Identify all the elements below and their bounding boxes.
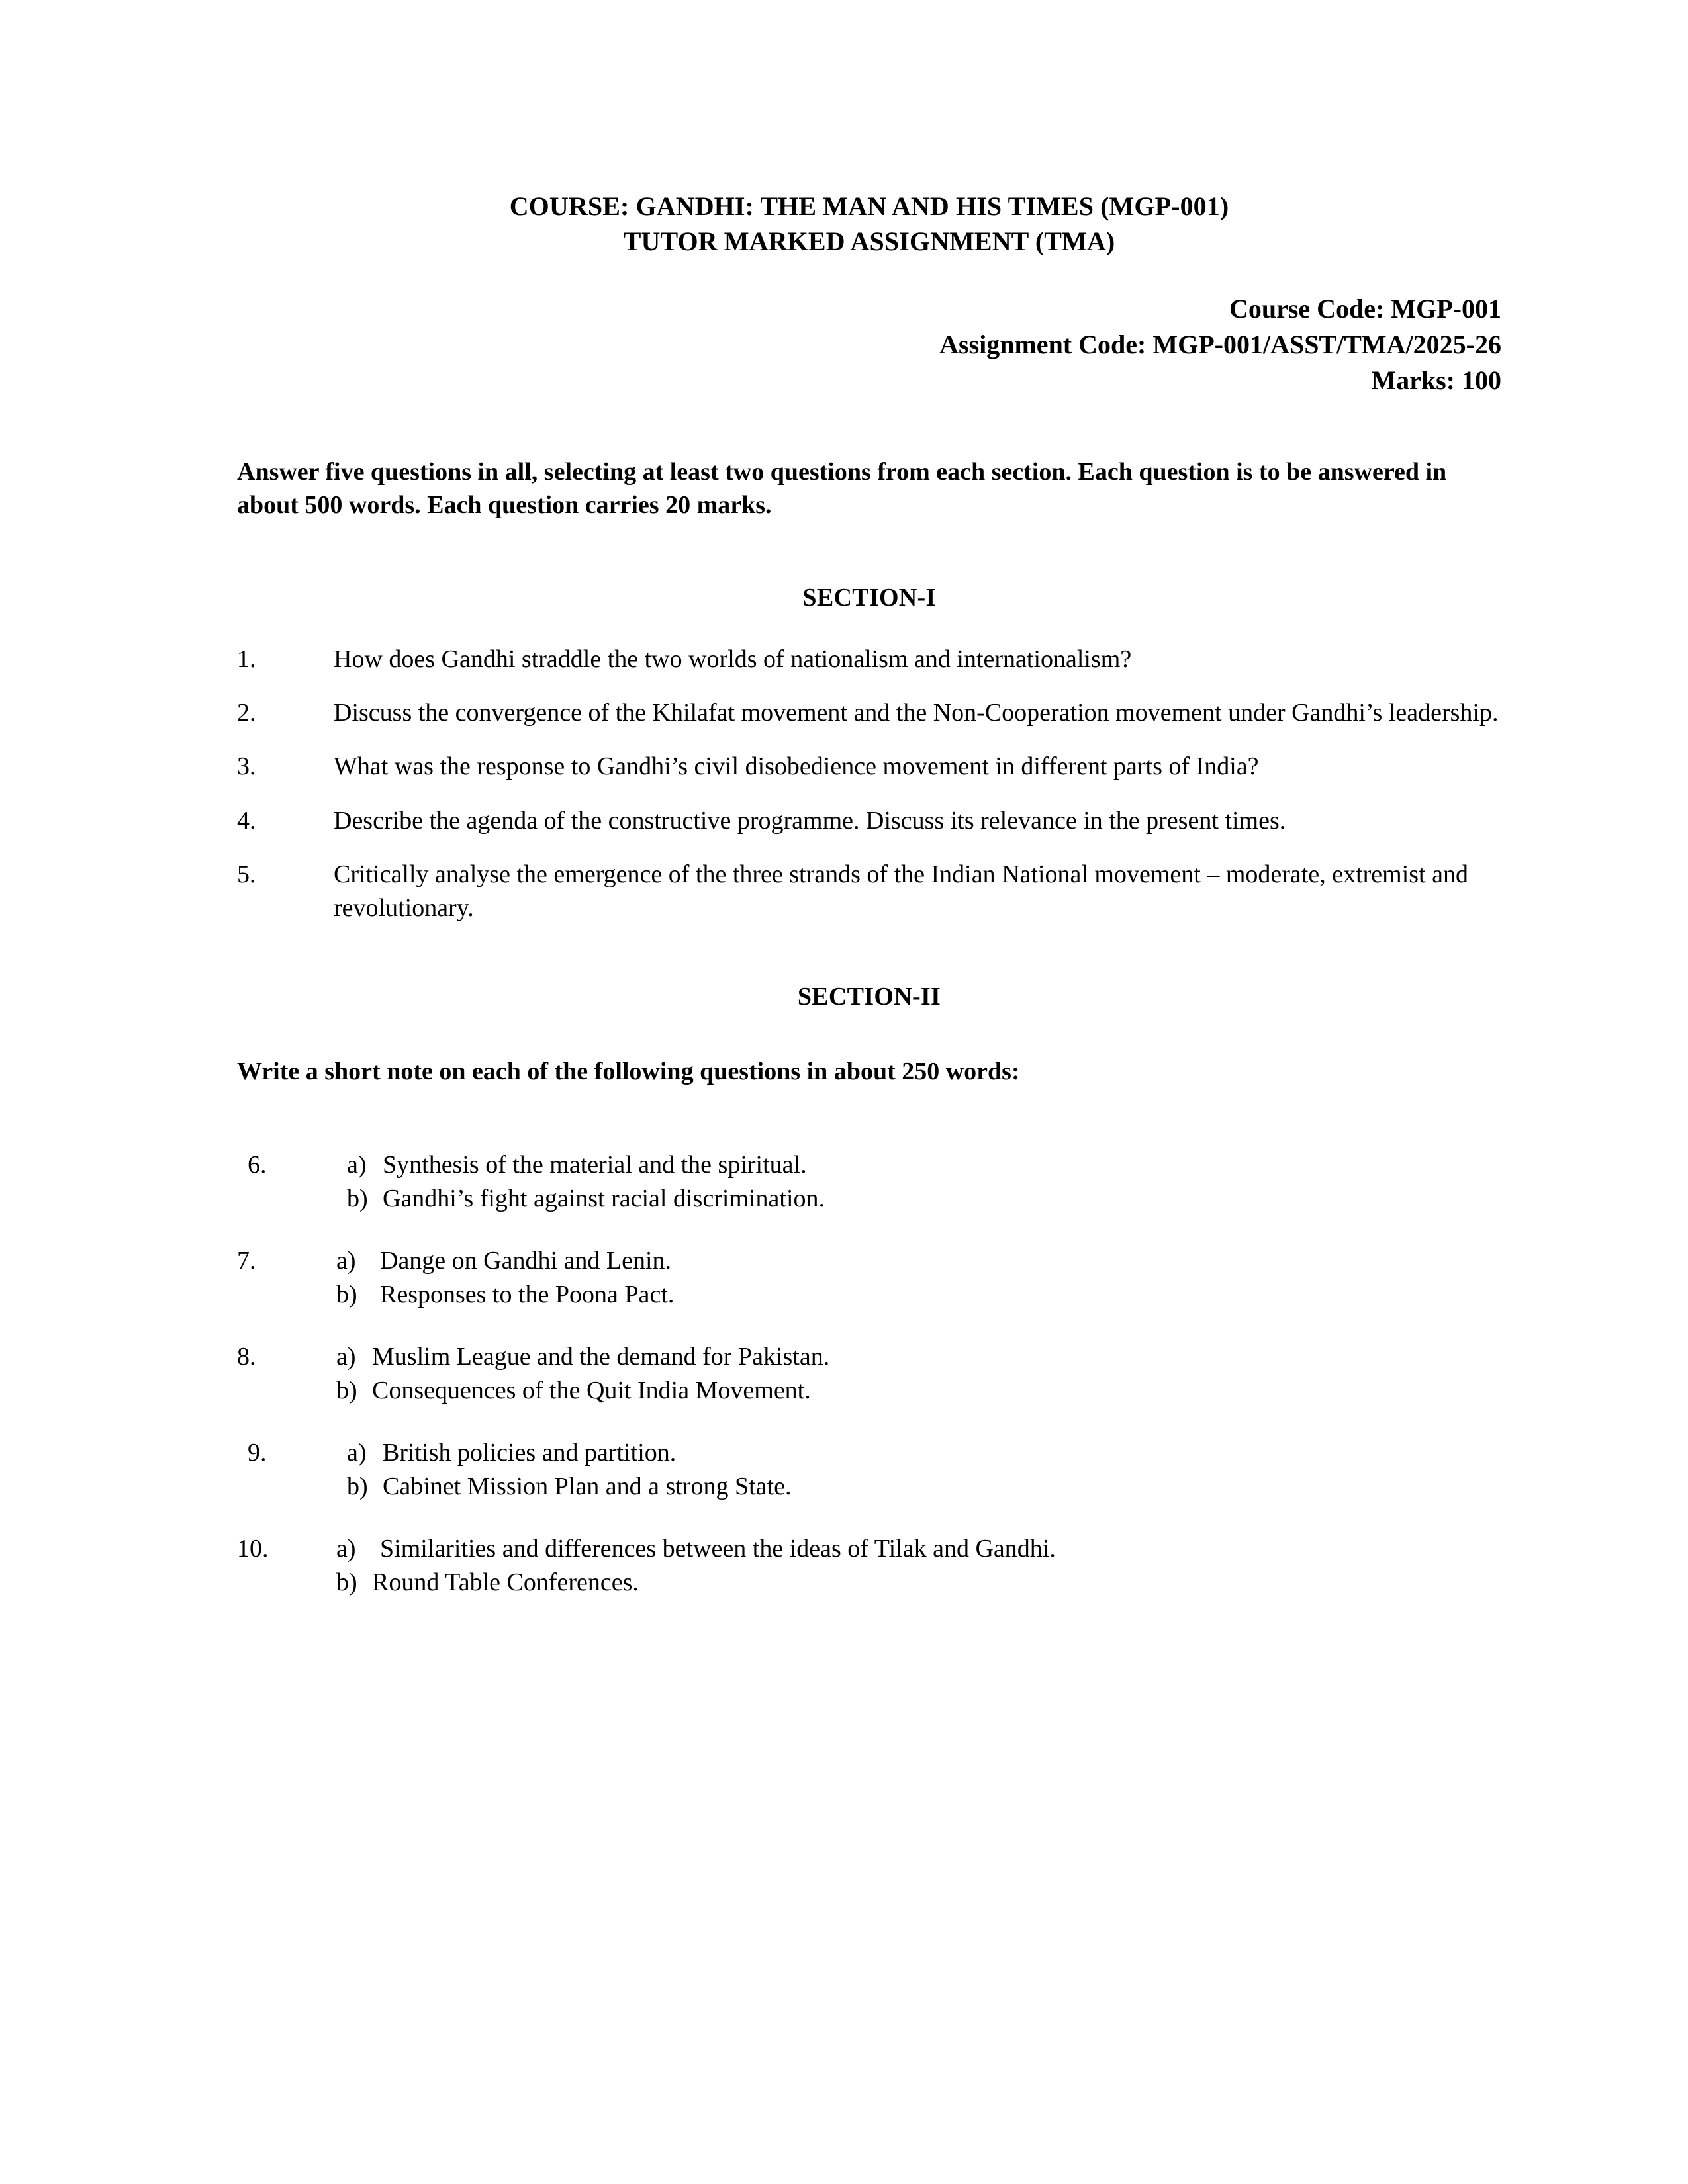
subpart-label: a) <box>336 1247 356 1275</box>
page-content <box>237 0 1501 1599</box>
course-title-line-1: COURSE: GANDHI: THE MAN AND HIS TIMES (MGP-001) <box>509 191 1229 221</box>
subpart-b <box>347 1470 1501 1504</box>
subpart-text: Gandhi’s fight against racial discrimination. <box>383 1184 825 1212</box>
question-item <box>237 1244 1501 1311</box>
subpart-label: a) <box>347 1439 367 1467</box>
subpart-text: Dange on Gandhi and Lenin. <box>380 1247 672 1275</box>
short-note-instruction: Write a short note on each of the following questions in about 250 words: <box>237 1058 1020 1086</box>
question-text: What was the response to Gandhi’s civil disobedience movement in different parts of India? <box>334 752 1259 781</box>
subpart-label: a) <box>336 1535 356 1563</box>
assignment-code: Assignment Code: MGP-001/ASST/TMA/2025-26 <box>939 329 1501 359</box>
question-item <box>237 804 1501 838</box>
question-number: 2. <box>237 698 256 727</box>
section-2-question-list <box>237 1148 1501 1599</box>
subpart-a <box>336 1340 1501 1374</box>
total-marks: Marks: 100 <box>1371 365 1501 395</box>
subpart-a <box>347 1436 1501 1470</box>
question-number: 3. <box>237 752 256 781</box>
course-code: Course Code: MGP-001 <box>1229 293 1501 324</box>
question-item <box>237 1532 1501 1599</box>
subpart-label: a) <box>336 1343 356 1371</box>
question-item <box>237 858 1501 926</box>
question-number: 10. <box>237 1535 269 1563</box>
section-1-heading: SECTION-I <box>802 583 936 612</box>
subpart-label: b) <box>336 1376 357 1404</box>
question-item <box>237 750 1501 784</box>
subpart-text: Consequences of the Quit India Movement. <box>372 1376 811 1404</box>
subpart-text: British policies and partition. <box>383 1439 677 1467</box>
question-text: How does Gandhi straddle the two worlds of nationalism and internationalism? <box>334 645 1132 673</box>
subpart-text: Synthesis of the material and the spiritual. <box>383 1150 807 1179</box>
subpart-text: Cabinet Mission Plan and a strong State. <box>383 1472 792 1500</box>
subpart-b <box>336 1374 1501 1408</box>
question-item <box>237 1436 1501 1503</box>
question-subparts <box>336 1244 1501 1311</box>
question-subparts <box>336 1340 1501 1407</box>
question-subparts <box>347 1436 1501 1503</box>
subpart-text: Responses to the Poona Pact. <box>380 1280 675 1308</box>
question-text: Discuss the convergence of the Khilafat movement and the Non-Cooperation movement under Gandhi’s leadership. <box>334 698 1499 727</box>
question-number: 5. <box>237 860 256 888</box>
question-text: Critically analyse the emergence of the three strands of the Indian National movement – moderate, extremist and revolutionary. <box>334 860 1468 923</box>
question-number: 8. <box>237 1343 256 1371</box>
subpart-label: b) <box>347 1184 368 1212</box>
section-1-question-list <box>237 643 1501 926</box>
question-subparts <box>336 1532 1501 1599</box>
course-meta-block <box>237 291 1501 398</box>
subpart-b <box>336 1566 1501 1600</box>
answering-instructions: Answer five questions in all, selecting at least two questions from each section. Each question is to be answered in about 500 words. Each question carries 20 marks. <box>237 457 1447 520</box>
subpart-label: b) <box>347 1472 368 1500</box>
subpart-label: a) <box>347 1150 367 1179</box>
subpart-a <box>336 1532 1501 1566</box>
question-number: 1. <box>237 645 256 673</box>
question-subparts <box>347 1148 1501 1215</box>
subpart-label: b) <box>336 1568 357 1596</box>
question-text: Describe the agenda of the constructive programme. Discuss its relevance in the present times. <box>334 806 1286 835</box>
question-item <box>237 643 1501 676</box>
question-number: 6. <box>248 1150 267 1179</box>
subpart-text: Round Table Conferences. <box>372 1568 639 1596</box>
question-number: 7. <box>237 1247 256 1275</box>
section-2-heading: SECTION-II <box>797 983 941 1011</box>
subpart-label: b) <box>336 1280 357 1308</box>
question-item <box>237 1340 1501 1407</box>
question-number: 4. <box>237 806 256 835</box>
subpart-text: Muslim League and the demand for Pakistan. <box>372 1343 830 1371</box>
subpart-b <box>336 1278 1501 1312</box>
question-item <box>237 696 1501 730</box>
subpart-a <box>336 1244 1501 1278</box>
subpart-a <box>347 1148 1501 1182</box>
document-header <box>237 0 1501 259</box>
subpart-text: Similarities and differences between the ideas of Tilak and Gandhi. <box>380 1535 1056 1563</box>
course-title-line-2: TUTOR MARKED ASSIGNMENT (TMA) <box>623 226 1115 256</box>
question-number: 9. <box>248 1439 267 1467</box>
question-item <box>237 1148 1501 1215</box>
subpart-b <box>347 1182 1501 1216</box>
